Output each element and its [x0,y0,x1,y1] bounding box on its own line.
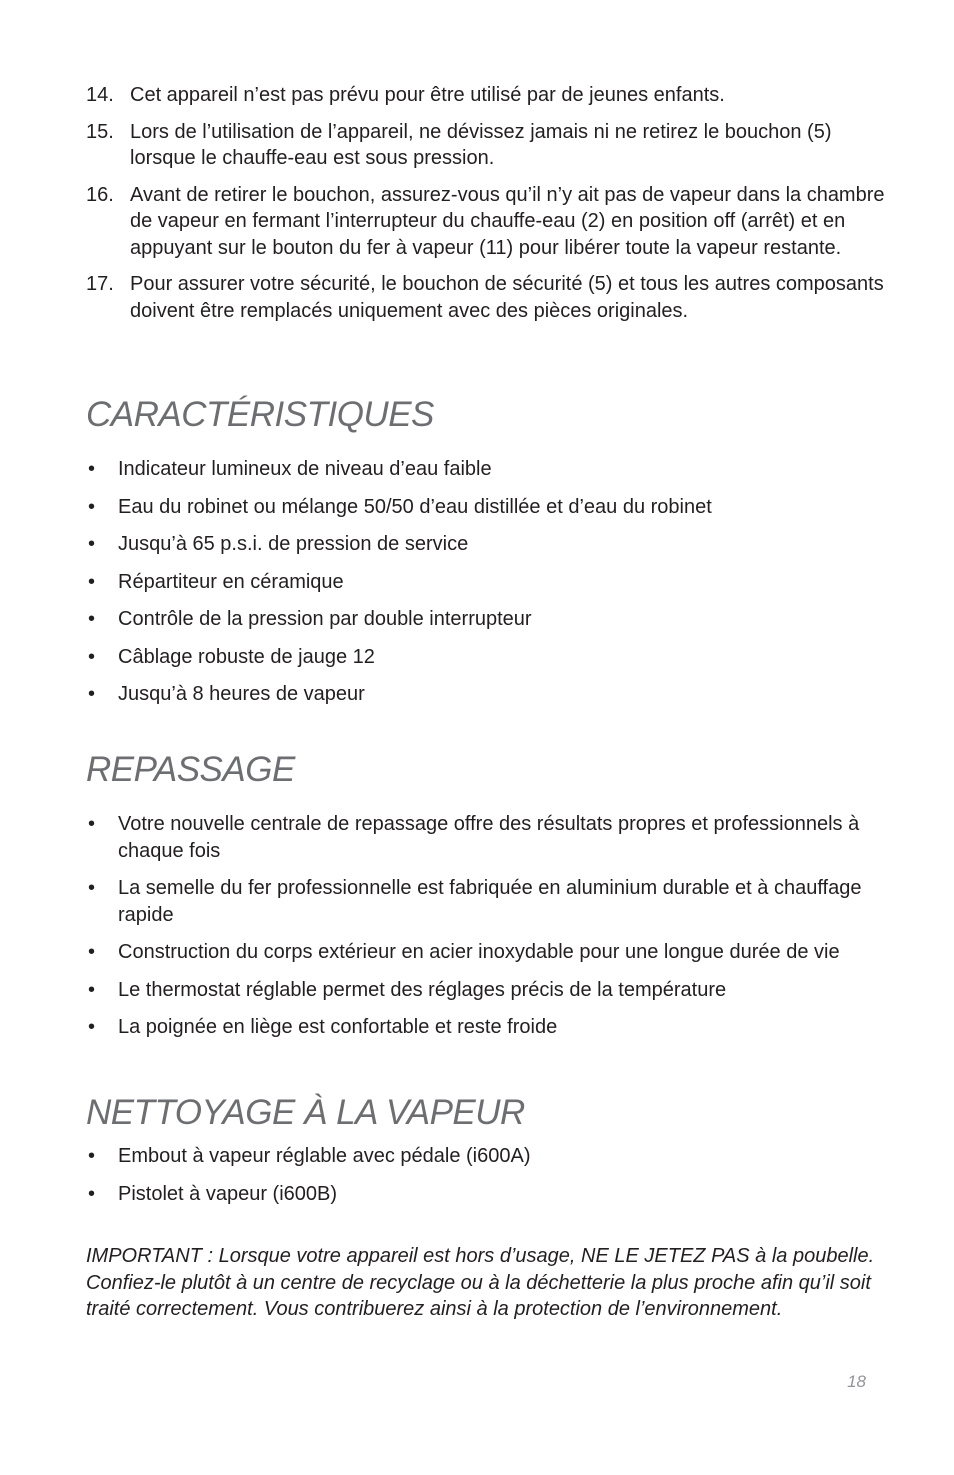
list-item [86,531,896,558]
list-item [86,977,896,1004]
list-item-text: Construction du corps extérieur en acier inoxydable pour une longue durée de vie [118,941,840,963]
safety-item-14 [86,82,896,109]
bullet-icon: • [88,570,96,593]
safety-instructions-list [86,82,896,334]
features-heading: CARACTÉRISTIQUES [86,395,434,434]
ironing-list [86,811,896,1052]
bullet-icon: • [88,1182,96,1205]
list-item-text: Répartiteur en céramique [118,570,344,593]
item-number: 16. [86,183,114,206]
bullet-icon: • [88,1016,96,1038]
important-notice: IMPORTANT : Lorsque votre appareil est hors d’usage, NE LE JETEZ PAS à la poubelle. Confiez-le plutôt à un centre de recyclage ou à la déchetterie la plus proche afin qu’il soit traité correctement. Vous contribuerez ainsi à la protection de l’environnement. [86,1245,875,1320]
list-item [86,811,896,864]
bullet-icon: • [88,813,96,835]
item-number: 14. [86,84,114,106]
bullet-icon: • [88,941,96,963]
item-text: Cet appareil n’est pas prévu pour être utilisé par de jeunes enfants. [130,84,725,106]
bullet-icon: • [88,978,96,1001]
bullet-icon: • [88,458,96,480]
steam-cleaning-heading: NETTOYAGE À LA VAPEUR [86,1093,525,1132]
bullet-icon: • [88,533,96,555]
item-text: Lors de l’utilisation de l’appareil, ne dévissez jamais ni ne retirez le bouchon (5) lorsque le chauffe-eau est sous pression. [130,120,832,169]
list-item [86,569,896,596]
list-item-text: Le thermostat réglable permet des réglages précis de la température [118,978,727,1001]
safety-item-15 [86,119,896,172]
list-item-text: Câblage robuste de jauge 12 [118,645,375,668]
list-item-text: Contrôle de la pression par double interrupteur [118,608,532,630]
list-item [86,875,896,928]
safety-item-17 [86,271,896,324]
list-item [86,494,896,521]
list-item-text: Votre nouvelle centrale de repassage offre des résultats propres et professionnels à chaque fois [118,813,860,862]
list-item [86,1181,896,1208]
list-item-text: La semelle du fer professionnelle est fabriquée en aluminium durable et à chauffage rapide [118,877,862,926]
list-item-text: Jusqu’à 65 p.s.i. de pression de service [118,533,469,555]
list-item-text: Eau du robinet ou mélange 50/50 d’eau distillée et d’eau du robinet [118,495,712,518]
bullet-icon: • [88,645,96,668]
ironing-heading: REPASSAGE [86,750,295,789]
list-item-text: Jusqu’à 8 heures de vapeur [118,683,365,705]
bullet-icon: • [88,608,96,630]
item-number: 15. [86,120,114,143]
bullet-icon: • [88,683,96,705]
page-number: 18 [847,1372,866,1391]
list-item-text: Pistolet à vapeur (i600B) [118,1182,338,1205]
list-item [86,644,896,671]
list-item [86,1014,896,1041]
list-item-text: Indicateur lumineux de niveau d’eau faible [118,458,492,480]
list-item [86,939,896,966]
bullet-icon: • [88,495,96,518]
list-item [86,456,896,483]
safety-item-16 [86,182,896,262]
item-text: Avant de retirer le bouchon, assurez-vous qu’il n’y ait pas de vapeur dans la chambre de vapeur en fermant l’interrupteur du chauffe-eau (2) en position off (arrêt) et en appuyant sur le bouton du fer à vapeur (11) pour libérer toute la vapeur restante. [130,183,885,259]
list-item [86,681,896,708]
list-item [86,1143,896,1170]
list-item [86,606,896,633]
features-list [86,456,896,719]
list-item-text: La poignée en liège est confortable et reste froide [118,1016,558,1038]
bullet-icon: • [88,1145,96,1167]
bullet-icon: • [88,877,96,899]
list-item-text: Embout à vapeur réglable avec pédale (i600A) [118,1145,531,1167]
steam-cleaning-list [86,1143,896,1218]
item-text: Pour assurer votre sécurité, le bouchon de sécurité (5) et tous les autres composants doivent être remplacés uniquement avec des pièces originales. [130,273,884,322]
item-number: 17. [86,273,114,295]
